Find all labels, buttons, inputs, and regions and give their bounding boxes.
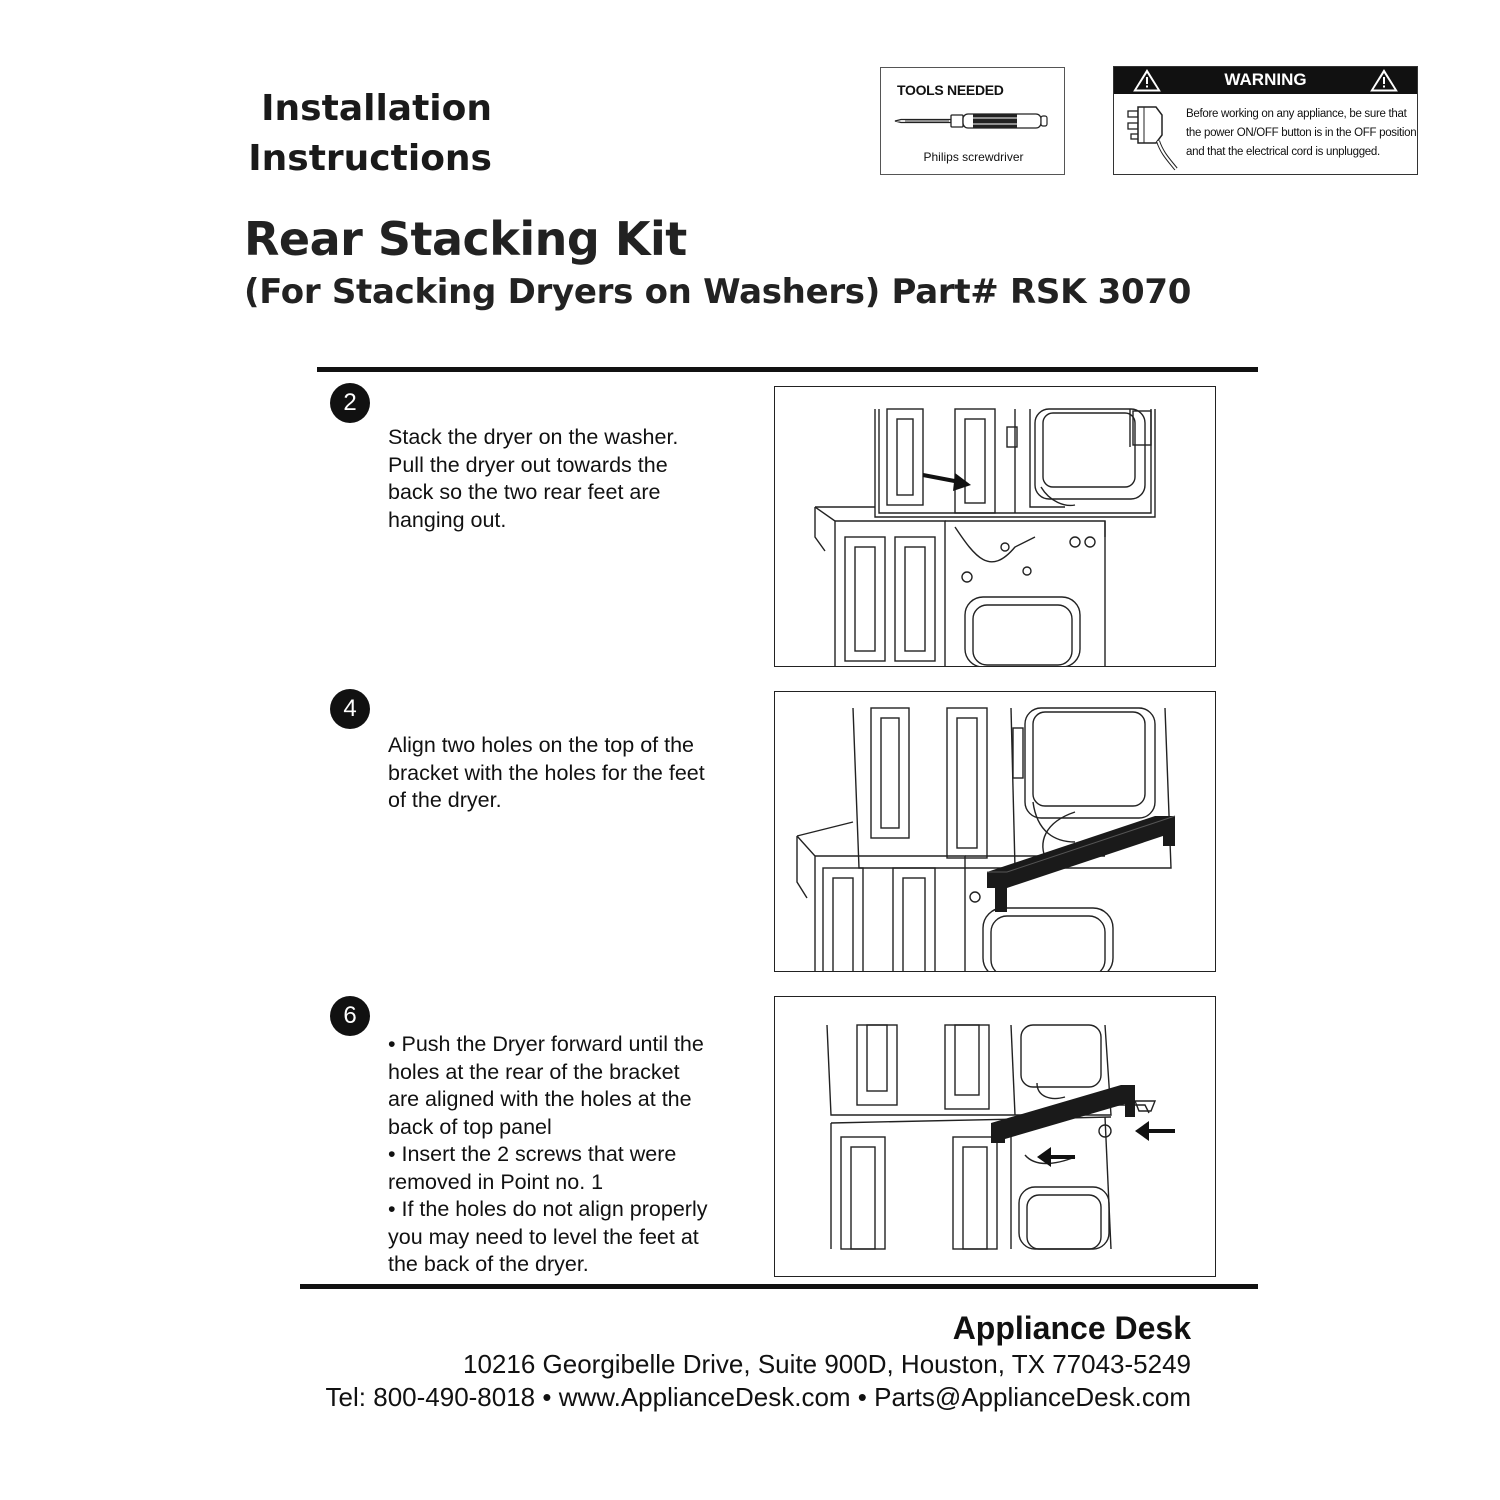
warning-line: the power ON/OFF button is in the OFF position (1186, 127, 1417, 139)
warning-header (1114, 67, 1417, 94)
bracket-alignment-illustration (775, 692, 1216, 972)
heading-line-1: Installation (261, 88, 492, 129)
step-line: hanging out. (388, 507, 507, 532)
tools-needed-box (880, 67, 1065, 175)
dryer-on-washer-illustration (775, 387, 1216, 667)
tool-name-label: Philips screwdriver (923, 150, 1024, 164)
kit-title: Rear Stacking Kit (244, 212, 687, 266)
step-illustration (774, 691, 1216, 972)
step-instructions (388, 1031, 768, 1279)
bracket-screw-illustration (775, 997, 1216, 1277)
power-plug-icon (1122, 101, 1186, 173)
warning-triangle-icon (1369, 68, 1399, 93)
screwdriver-icon (891, 106, 1057, 136)
step-number-badge: 6 (330, 996, 370, 1036)
warning-line: and that the electrical cord is unplugged. (1186, 146, 1380, 158)
heading-line-2: Instructions (248, 138, 492, 179)
step-line: • Insert the 2 screws that were (388, 1142, 677, 1166)
warning-line: Before working on any appliance, be sure that (1186, 108, 1407, 120)
step-line: you may need to level the feet at (388, 1224, 699, 1249)
step-line: back so the two rear feet are (388, 480, 661, 504)
step-number-badge: 2 (330, 383, 370, 423)
step-line: bracket with the holes for the feet (388, 760, 705, 785)
step-line: back of top panel (388, 1114, 552, 1139)
bottom-divider (300, 1284, 1258, 1289)
kit-subtitle: (For Stacking Dryers on Washers) Part# RSK 3070 (244, 272, 1192, 312)
step-line: Pull the dryer out towards the (388, 452, 668, 477)
step-line: Stack the dryer on the washer. (388, 425, 679, 449)
top-divider (317, 367, 1258, 372)
warning-triangle-icon (1132, 68, 1162, 93)
tools-needed-title: TOOLS NEEDED (897, 82, 1004, 98)
step-line: of the dryer. (388, 788, 502, 812)
step-line: holes at the rear of the bracket (388, 1059, 680, 1084)
step-line: the back of the dryer. (388, 1252, 589, 1276)
company-address: 10216 Georgibelle Drive, Suite 900D, Houston, TX 77043-5249 (463, 1349, 1191, 1379)
company-contact: Tel: 800-490-8018 • www.ApplianceDesk.com • Parts@ApplianceDesk.com (325, 1382, 1191, 1412)
step-line: • Push the Dryer forward until the (388, 1032, 704, 1056)
step-instructions (388, 732, 768, 815)
warning-box (1113, 66, 1418, 175)
step-line: • If the holes do not align properly (388, 1197, 708, 1221)
step-number-badge: 4 (330, 689, 370, 729)
warning-title: WARNING (1224, 70, 1307, 89)
step-line: removed in Point no. 1 (388, 1169, 604, 1194)
installation-instructions-heading (246, 84, 492, 184)
step-illustration (774, 996, 1216, 1277)
warning-message (1186, 105, 1418, 162)
step-illustration (774, 386, 1216, 667)
company-name: Appliance Desk (952, 1310, 1191, 1346)
step-line: Align two holes on the top of the (388, 733, 694, 757)
step-line: are aligned with the holes at the (388, 1087, 692, 1111)
step-instructions (388, 424, 768, 534)
